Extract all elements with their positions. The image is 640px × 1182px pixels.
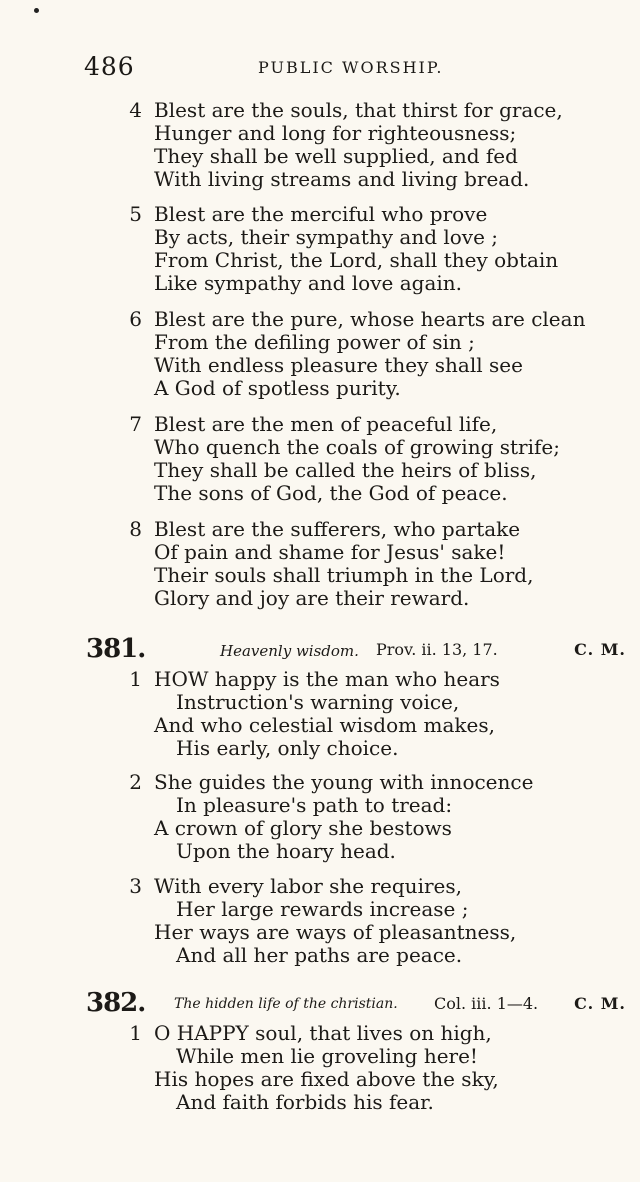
stanza-number: 5 [129, 202, 142, 226]
hymn-title: Heavenly wisdom. [220, 642, 359, 660]
verse-line: Blest are the merciful who prove [154, 202, 488, 226]
stanza-5 [0, 203, 640, 295]
stanza-4 [0, 99, 640, 191]
scripture-reference: Col. iii. 1—4. [434, 994, 539, 1013]
hymn-382-stanza-1 [0, 1022, 640, 1114]
verse-line: With living streams and living bread. [154, 167, 530, 191]
ink-dot [34, 8, 39, 13]
scripture-reference: Prov. ii. 13, 17. [376, 640, 498, 659]
hymn-meter: C. M. [574, 640, 626, 659]
verse-line: Of pain and shame for Jesus' sake! [154, 540, 506, 564]
stanza-7 [0, 413, 640, 505]
verse-line: Instruction's warning voice, [176, 690, 460, 714]
verse-line: And who celestial wisdom makes, [154, 713, 495, 737]
verse-line: Their souls shall triumph in the Lord, [154, 563, 534, 587]
stanza-number: 7 [129, 412, 142, 436]
verse-line: Blest are the souls, that thirst for grace, [154, 98, 563, 122]
stanza-number: 1 [129, 1021, 142, 1045]
stanza-number: 1 [129, 667, 142, 691]
verse-line: From Christ, the Lord, shall they obtain [154, 248, 559, 272]
verse-line: HOW happy is the man who hears [154, 667, 500, 691]
verse-line: They shall be called the heirs of bliss, [154, 458, 537, 482]
verse-line: Her large rewards increase ; [176, 897, 469, 921]
verse-line: The sons of God, the God of peace. [154, 481, 508, 505]
verse-line: By acts, their sympathy and love ; [154, 225, 499, 249]
verse-line: In pleasure's path to tread: [176, 793, 453, 817]
hymn-381-stanza-1 [0, 668, 640, 760]
verse-line: O HAPPY soul, that lives on high, [154, 1021, 492, 1045]
verse-line: They shall be well supplied, and fed [154, 144, 518, 168]
stanza-number: 3 [129, 874, 142, 898]
verse-line: With endless pleasure they shall see [154, 353, 523, 377]
verse-line: A God of spotless purity. [154, 376, 401, 400]
hymn-number: 382. [86, 988, 146, 1018]
verse-line: She guides the young with innocence [154, 770, 534, 794]
stanza-number: 4 [129, 98, 142, 122]
running-title: PUBLIC WORSHIP. [258, 58, 444, 77]
verse-line: Blest are the sufferers, who partake [154, 517, 521, 541]
verse-line: His hopes are fixed above the sky, [154, 1067, 499, 1091]
stanza-number: 8 [129, 517, 142, 541]
verse-line: Hunger and long for righteousness; [154, 121, 517, 145]
verse-line: A crown of glory she bestows [154, 816, 452, 840]
verse-line: Blest are the pure, whose hearts are clean [154, 307, 586, 331]
verse-line: While men lie groveling here! [176, 1044, 478, 1068]
verse-line: His early, only choice. [176, 736, 399, 760]
verse-line: Upon the hoary head. [176, 839, 396, 863]
hymn-number: 381. [86, 634, 146, 664]
verse-line: From the defiling power of sin ; [154, 330, 475, 354]
verse-line: Like sympathy and love again. [154, 271, 462, 295]
hymn-381-stanza-2 [0, 771, 640, 863]
stanza-8 [0, 518, 640, 610]
stanza-6 [0, 308, 640, 400]
hymn-382-header [0, 988, 640, 1018]
stanza-number: 6 [129, 307, 142, 331]
hymn-meter: C. M. [574, 994, 626, 1013]
hymn-title: The hidden life of the christian. [174, 996, 398, 1012]
hymn-381-header [0, 634, 640, 664]
verse-line: And faith forbids his fear. [176, 1090, 434, 1114]
hymn-381-stanza-3 [0, 875, 640, 967]
verse-line: With every labor she requires, [154, 874, 462, 898]
verse-line: Her ways are ways of pleasantness, [154, 920, 517, 944]
verse-line: Who quench the coals of growing strife; [154, 435, 560, 459]
verse-line: Blest are the men of peaceful life, [154, 412, 498, 436]
verse-line: Glory and joy are their reward. [154, 586, 470, 610]
stanza-number: 2 [129, 770, 142, 794]
page-number: 486 [84, 52, 135, 81]
verse-line: And all her paths are peace. [176, 943, 463, 967]
